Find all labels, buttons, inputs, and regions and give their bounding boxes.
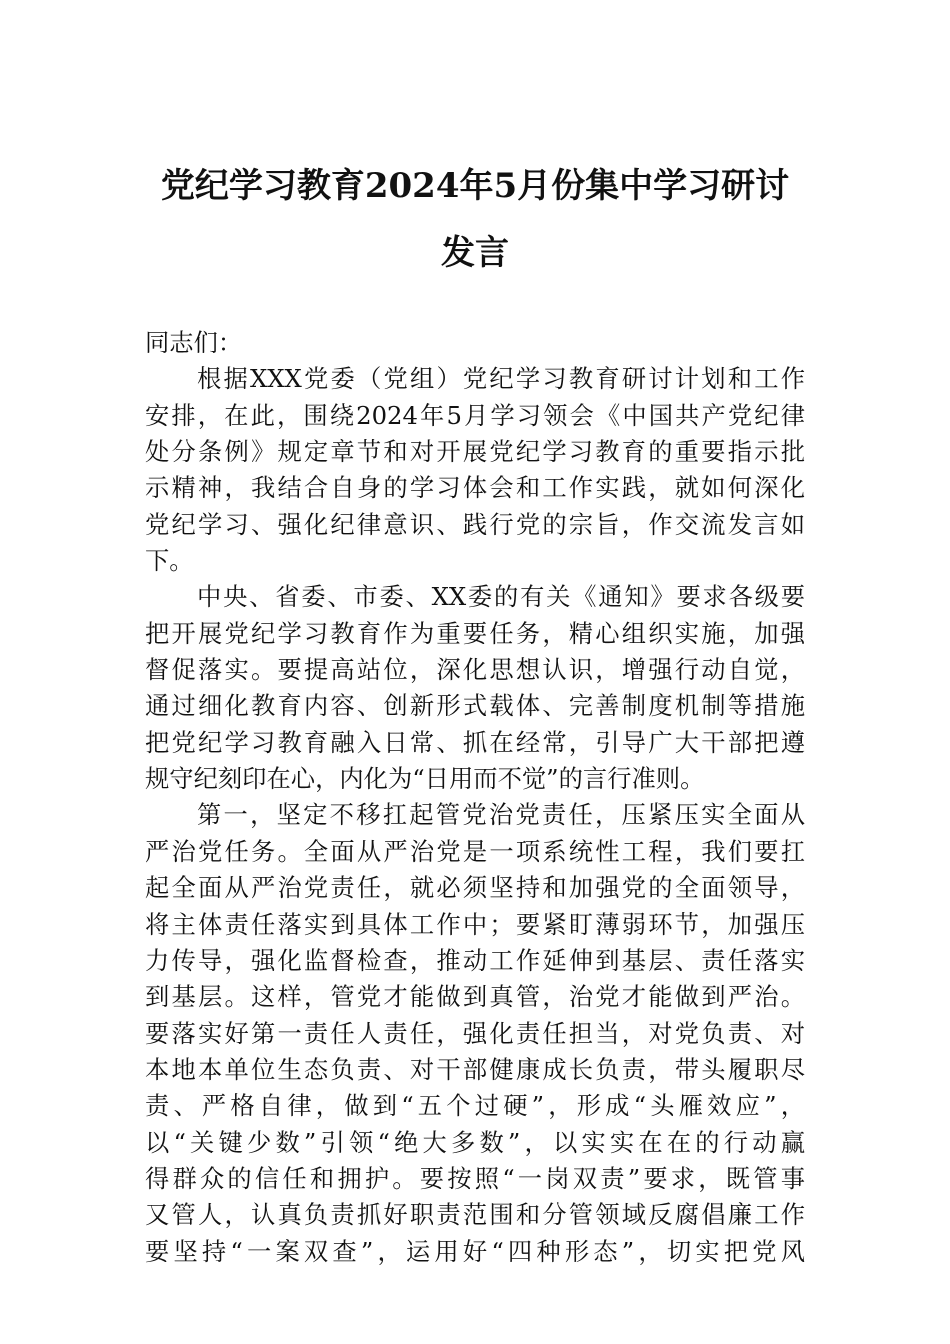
paragraph-3-line-4: 将主体责任落实到具体工作中；要紧盯薄弱环节，加强压 (145, 909, 805, 939)
paragraph-2-line-6: 规守纪刻印在心，内化为“日用而不觉”的言行准则。 (145, 764, 705, 794)
paragraph-2-line-4: 通过细化教育内容、创新形式载体、完善制度机制等措施 (145, 691, 805, 721)
paragraph-3-line-6: 到基层。这样，管党才能做到真管，治党才能做到严治。 (145, 982, 805, 1012)
document-body (145, 325, 805, 1270)
document-title-line-2: 发言 (441, 233, 509, 273)
paragraph-1-line-2: 安排，在此，围绕2024年5月学习领会《中国共产党纪律 (145, 400, 805, 430)
paragraph-3-line-9: 责、严格自律，做到“五个过硬”，形成“头雁效应”， (145, 1091, 805, 1121)
paragraph-3-line-8: 本地本单位生态负责、对干部健康成长负责，带头履职尽 (145, 1054, 805, 1084)
paragraph-3-line-11: 得群众的信任和拥护。要按照“一岗双责”要求，既管事 (145, 1163, 805, 1193)
paragraph-2-line-1: 中央、省委、市委、XX委的有关《通知》要求各级要 (197, 582, 805, 612)
paragraph-3-line-1: 第一，坚定不移扛起管党治党责任，压紧压实全面从 (197, 800, 805, 830)
paragraph-1-line-4: 示精神，我结合自身的学习体会和工作实践，就如何深化 (145, 473, 805, 503)
paragraph-3-line-13: 要坚持“一案双查”，运用好“四种形态”，切实把党风 (145, 1236, 805, 1266)
paragraph-2-line-5: 把党纪学习教育融入日常、抓在经常，引导广大干部把遵 (145, 727, 805, 757)
paragraph-2-line-2: 把开展党纪学习教育作为重要任务，精心组织实施，加强 (145, 618, 805, 648)
paragraph-3-line-3: 起全面从严治党责任，就必须坚持和加强党的全面领导， (145, 873, 805, 903)
paragraph-3-line-2: 严治党任务。全面从严治党是一项系统性工程，我们要扛 (145, 836, 805, 866)
document-title-line-1: 党纪学习教育2024年5月份集中学习研讨 (160, 166, 790, 206)
paragraph-3-line-5: 力传导，强化监督检查，推动工作延伸到基层、责任落实 (145, 945, 805, 975)
greeting-line: 同志们： (145, 328, 243, 357)
paragraph-3-line-10: 以“关键少数”引领“绝大多数”，以实实在在的行动赢 (145, 1127, 805, 1157)
paragraph-2-line-3: 督促落实。要提高站位，深化思想认识，增强行动自觉， (145, 655, 805, 685)
paragraph-1-line-1: 根据XXX党委（党组）党纪学习教育研讨计划和工作 (197, 364, 805, 394)
paragraph-1-line-6: 下。 (145, 546, 194, 576)
paragraph-3-line-7: 要落实好第一责任人责任，强化责任担当，对党负责、对 (145, 1018, 805, 1048)
paragraph-1-line-3: 处分条例》规定章节和对开展党纪学习教育的重要指示批 (145, 437, 805, 467)
paragraph-1-line-5: 党纪学习、强化纪律意识、践行党的宗旨，作交流发言如 (145, 509, 805, 539)
paragraph-3-line-12: 又管人，认真负责抓好职责范围和分管领域反腐倡廉工作 (145, 1200, 805, 1230)
